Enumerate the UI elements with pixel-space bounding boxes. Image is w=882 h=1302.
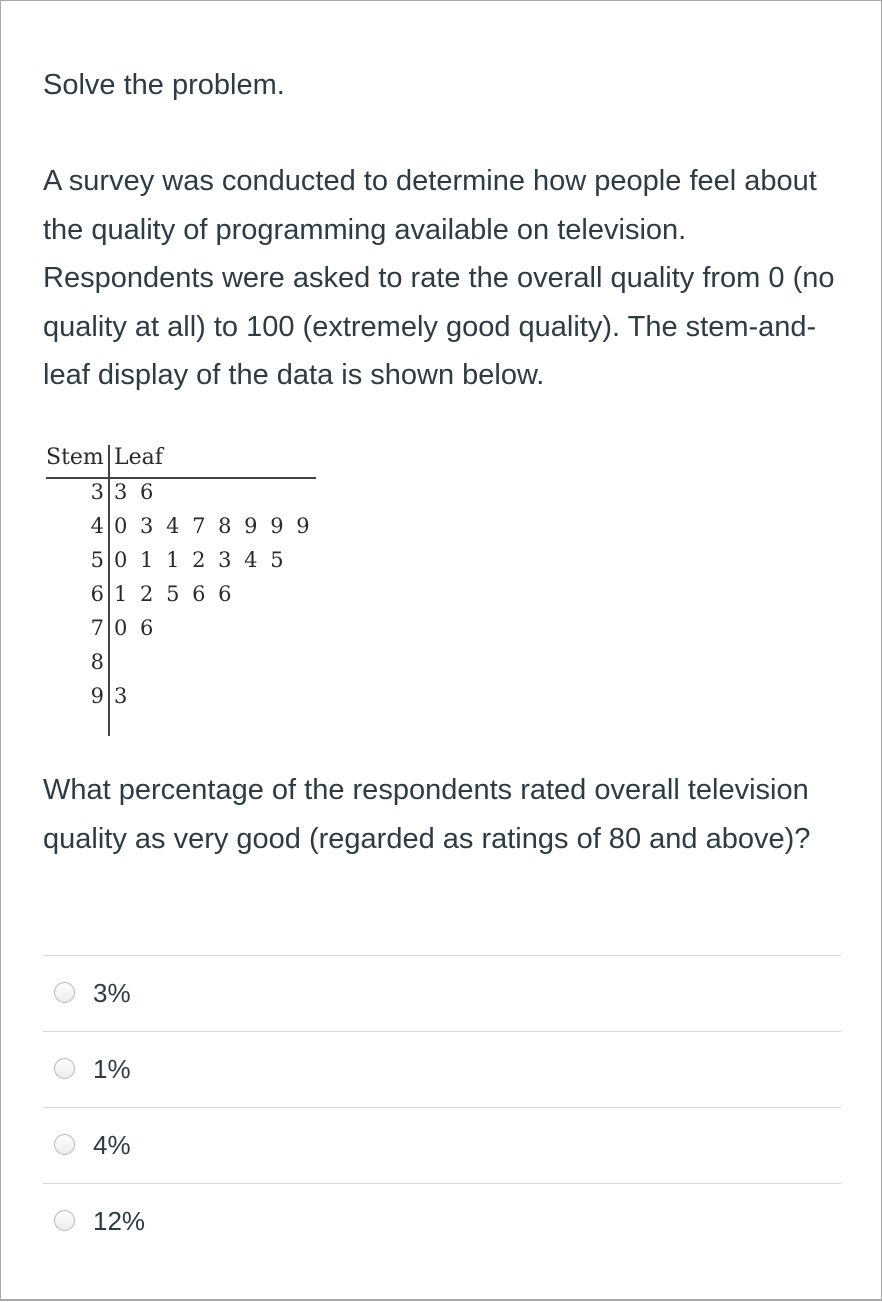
- answer-label[interactable]: 12%: [93, 1206, 146, 1236]
- problem-prompt: A survey was conducted to determine how people feel about the quality of programming available on television. Respondents were asked to rate the overall quality from 0 (no quality at all) to 100 (extremely good quality). The stem-and-leaf display of the data is shown below.: [43, 165, 835, 391]
- leaf-values: 0 6: [114, 616, 157, 640]
- stem-header: Stem: [46, 445, 104, 470]
- leaf-values: 3 6: [114, 480, 157, 504]
- leaf-values: 0 3 4 7 8 9 9 9: [114, 514, 313, 538]
- leaf-header: Leaf: [114, 445, 163, 470]
- stem-value: 4: [90, 514, 104, 538]
- answer-label[interactable]: 3%: [93, 978, 131, 1008]
- stem-value: 5: [90, 548, 104, 572]
- radio-button[interactable]: [54, 1134, 75, 1155]
- stem-value: 9: [90, 684, 104, 708]
- stem-leaf-header: [46, 443, 316, 479]
- answer-label[interactable]: 4%: [93, 1130, 131, 1160]
- radio-button[interactable]: [54, 1058, 75, 1079]
- radio-button[interactable]: [54, 982, 75, 1003]
- stem-value: 7: [90, 616, 104, 640]
- leaf-values: 0 1 1 2 3 4 5: [114, 548, 287, 572]
- answer-label[interactable]: 1%: [93, 1054, 131, 1084]
- stem-value: 3: [90, 480, 104, 504]
- stem-value: 6: [90, 582, 104, 606]
- answer-list: [43, 955, 841, 1259]
- radio-button[interactable]: [54, 1210, 75, 1231]
- stem-value: 8: [90, 650, 104, 674]
- leaf-values: 3: [114, 684, 131, 708]
- answer-option[interactable]: [43, 1107, 841, 1183]
- answer-option[interactable]: [43, 1031, 841, 1107]
- answer-option[interactable]: [43, 1183, 841, 1259]
- instruction-text: Solve the problem.: [43, 69, 285, 101]
- leaf-values: 1 2 5 6 6: [114, 582, 235, 606]
- stem-leaf-divider: [108, 445, 110, 736]
- question-text: What percentage of the respondents rated overall television quality as very good (regarded as ratings of 80 and above)?: [43, 774, 811, 855]
- answer-option[interactable]: [43, 955, 841, 1031]
